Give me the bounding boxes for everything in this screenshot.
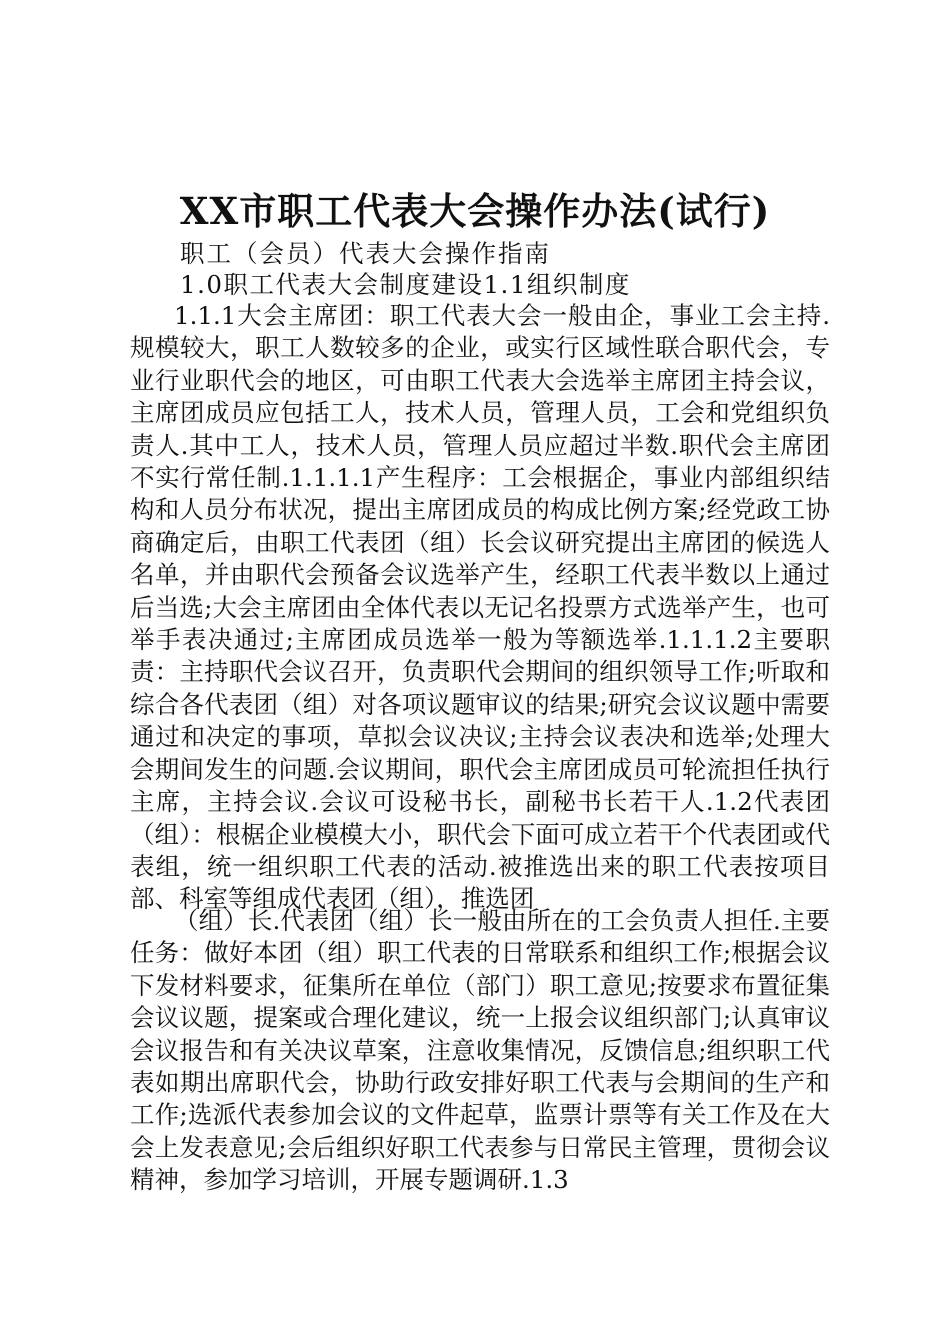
body-paragraph: （组）长.代表团（组）长一般由所在的工会负责人担任.主要任务：做好本团（组）职工代表的日常联系和组织工作;根据会议下发材料要求，征集所在单位（部门）职工意见;按要求布置征集会议议题，提案或合理化建议，统一上报会议组织部门;认真审议会议报告和有关决议草案，注意收集情况，反馈信息;组织职工代表如期出席职代会，协助行政安排好职工代表与会期间的生产和工作;选派代表参加会议的文件起草，监票计票等有关工作及在大会上发表意见;会后组织好职工代表参与日常民主管理，贯彻会议精神，参加学习培训，开展专题调研.1.3 — [130, 906, 830, 1195]
body-paragraph: 1.1.1大会主席团：职工代表大会一般由企，事业工会主持.规模较大，职工人数较多的企业，或实行区域性联合职代会，专业行业职代会的地区，可由职工代表大会选举主席团主持会议，主席团成员应包括工人，技术人员，管理人员，工会和党组织负责人.其中工人，技术人员，管理人员应超过半数.职代会主席团不实行常任制.1.1.1.1产生程序：工会根据企，事业内部组织结构和人员分布状况，提出主席团成员的构成比例方案;经党政工协商确定后，由职工代表团（组）长会议研究提出主席团的候选人名单，并由职代会预备会议选举产生，经职工代表半数以上通过后当选;大会主席团由全体代表以无记名投票方式选举产生，也可举手表决通过;主席团成员选举一般为等额选举.1.1.1.2主要职责：主持职代会议召开，负责职代会期间的组织领导工作;听取和综合各代表团（组）对各项议题审议的结果;研究会议议题中需要通过和决定的事项，草拟会议决议;主持会议表决和选举;处理大会期间发生的问题.会议期间，职代会主席团成员可轮流担任执行主席，主持会议.会议可设秘书长，副秘书长若干人.1.2代表团（组）：根椐企业模模大小，职代会下面可成立若干个代表团或代表组，统一组织职工代表的活动.被推选出来的职工代表按项目部、科室等组成代表团（组），推选团 — [130, 301, 830, 914]
document-subtitle: 职工（会员）代表大会操作指南 — [180, 239, 551, 268]
section-heading: 1.0职工代表大会制度建设1.1组织制度 — [180, 270, 631, 299]
document-title: XX市职工代表大会操作办法(试行) — [179, 189, 771, 233]
